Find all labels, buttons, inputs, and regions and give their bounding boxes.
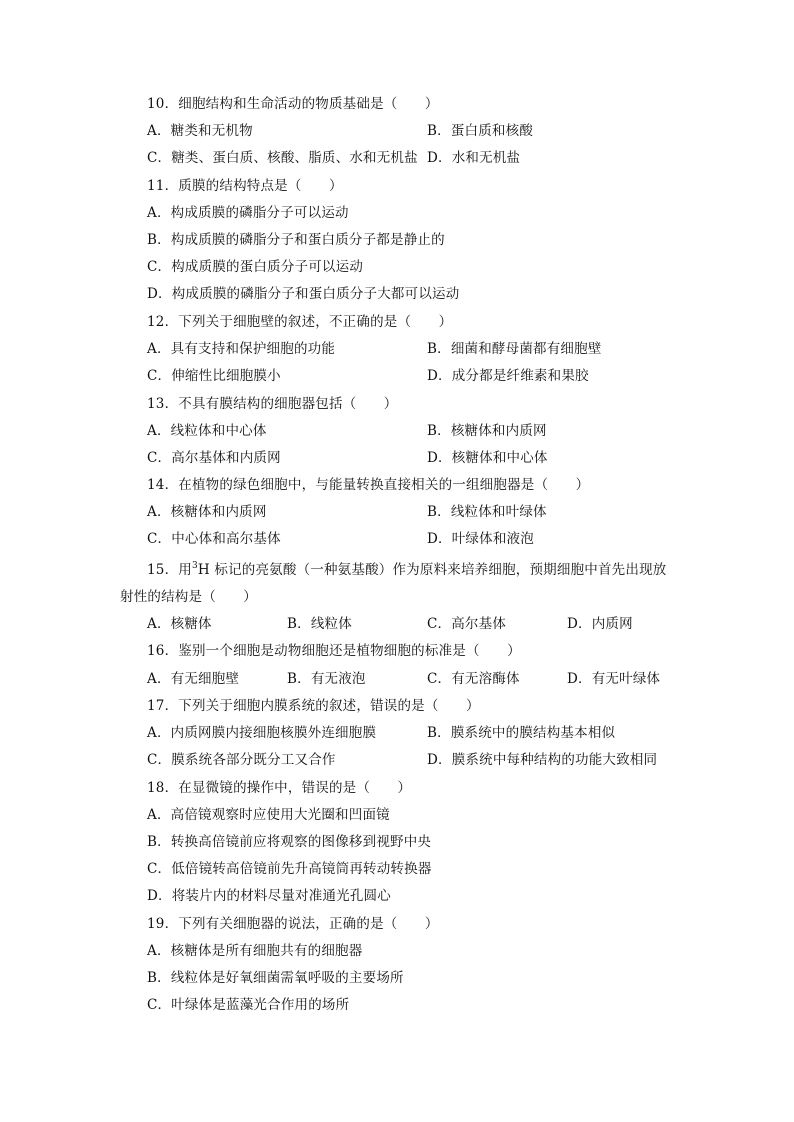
question-19-option-a: A．核糖体是所有细胞共有的细胞器 bbox=[147, 943, 363, 959]
question-17-stem: 17．下列关于细胞内膜系统的叙述，错误的是（ ） bbox=[147, 698, 480, 714]
question-19-option-c: C．叶绿体是蓝藻光合作用的场所 bbox=[147, 997, 350, 1013]
question-11-option-a: A．构成质膜的磷脂分子可以运动 bbox=[147, 205, 349, 221]
question-15-option-d: D．内质网 bbox=[567, 616, 633, 632]
superscript-3: 3 bbox=[191, 561, 198, 571]
question-11-option-b: B．构成质膜的磷脂分子和蛋白质分子都是静止的 bbox=[147, 232, 445, 248]
question-17-option-b: B．膜系统中的膜结构基本相似 bbox=[427, 725, 616, 741]
question-16-option-b: B．有无液泡 bbox=[287, 671, 366, 687]
question-12-option-b: B．细菌和酵母菌都有细胞壁 bbox=[427, 341, 602, 357]
question-10-option-a: A．糖类和无机物 bbox=[147, 123, 253, 139]
question-16-stem: 16．鉴别一个细胞是动物细胞还是植物细胞的标准是（ ） bbox=[147, 643, 521, 659]
question-14-option-b: B．线粒体和叶绿体 bbox=[427, 504, 547, 520]
question-18-option-c: C．低倍镜转高倍镜前先升高镜筒再转动转换器 bbox=[147, 861, 432, 877]
question-14-option-c: C．中心体和高尔基体 bbox=[147, 531, 281, 547]
question-18-option-d: D．将装片内的材料尽量对准通光孔圆心 bbox=[147, 888, 391, 904]
question-13-option-d: D．核糖体和中心体 bbox=[427, 450, 548, 466]
question-10-option-b: B．蛋白质和核酸 bbox=[427, 123, 534, 139]
question-14-stem: 14．在植物的绿色细胞中，与能量转换直接相关的一组细胞器是（ ） bbox=[147, 477, 590, 493]
question-11-option-c: C．构成质膜的蛋白质分子可以运动 bbox=[147, 259, 364, 275]
question-12-option-d: D．成分都是纤维素和果胶 bbox=[427, 368, 589, 384]
question-13-stem: 13．不具有膜结构的细胞器包括（ ） bbox=[147, 396, 398, 412]
question-13-option-b: B．核糖体和内质网 bbox=[427, 423, 547, 439]
question-16-option-d: D．有无叶绿体 bbox=[567, 671, 661, 687]
question-12-option-c: C．伸缩性比细胞膜小 bbox=[147, 368, 281, 384]
question-18-stem: 18．在显微镜的操作中，错误的是（ ） bbox=[147, 780, 412, 796]
question-16-option-a: A．有无细胞壁 bbox=[147, 671, 240, 687]
question-10-option-d: D．水和无机盐 bbox=[427, 150, 521, 166]
question-15-option-a: A．核糖体 bbox=[147, 616, 212, 632]
question-17-option-a: A．内质网膜内接细胞核膜外连细胞膜 bbox=[147, 725, 377, 741]
question-17-option-d: D．膜系统中每种结构的功能大致相同 bbox=[427, 752, 658, 768]
question-14-option-a: A．核糖体和内质网 bbox=[147, 504, 267, 520]
question-10-stem: 10．细胞结构和生命活动的物质基础是（ ） bbox=[147, 96, 439, 112]
question-12-option-a: A．具有支持和保护细胞的功能 bbox=[147, 341, 336, 357]
question-16-option-c: C．有无溶酶体 bbox=[427, 671, 520, 687]
question-11-option-d: D．构成质膜的磷脂分子和蛋白质分子大都可以运动 bbox=[147, 286, 460, 302]
question-15-option-c: C．高尔基体 bbox=[427, 616, 507, 632]
question-13-option-a: A．线粒体和中心体 bbox=[147, 423, 267, 439]
question-18-option-b: B．转换高倍镜前应将观察的图像移到视野中央 bbox=[147, 834, 432, 850]
question-15-stem: 15．用$^3$H 标记的亮氨酸（一种氨基酸）作为原料来培养细胞，预期细胞中首先出现放 bbox=[147, 561, 667, 578]
question-19-option-b: B．线粒体是好氧细菌需氧呼吸的主要场所 bbox=[147, 970, 404, 986]
question-15-option-b: B．线粒体 bbox=[287, 616, 352, 632]
question-15-stem-continued: 射性的结构是（ ） bbox=[120, 589, 257, 605]
question-11-stem: 11．质膜的结构特点是（ ） bbox=[147, 178, 343, 194]
question-10-option-c: C．糖类、蛋白质、核酸、脂质、水和无机盐 bbox=[147, 150, 418, 166]
question-12-stem: 12．下列关于细胞壁的叙述，不正确的是（ ） bbox=[147, 314, 453, 330]
question-19-stem: 19．下列有关细胞器的说法，正确的是（ ） bbox=[147, 916, 439, 932]
question-13-option-c: C．高尔基体和内质网 bbox=[147, 450, 281, 466]
question-17-option-c: C．膜系统各部分既分工又合作 bbox=[147, 752, 336, 768]
question-18-option-a: A．高倍镜观察时应使用大光圈和凹面镜 bbox=[147, 807, 390, 823]
question-14-option-d: D．叶绿体和液泡 bbox=[427, 531, 534, 547]
